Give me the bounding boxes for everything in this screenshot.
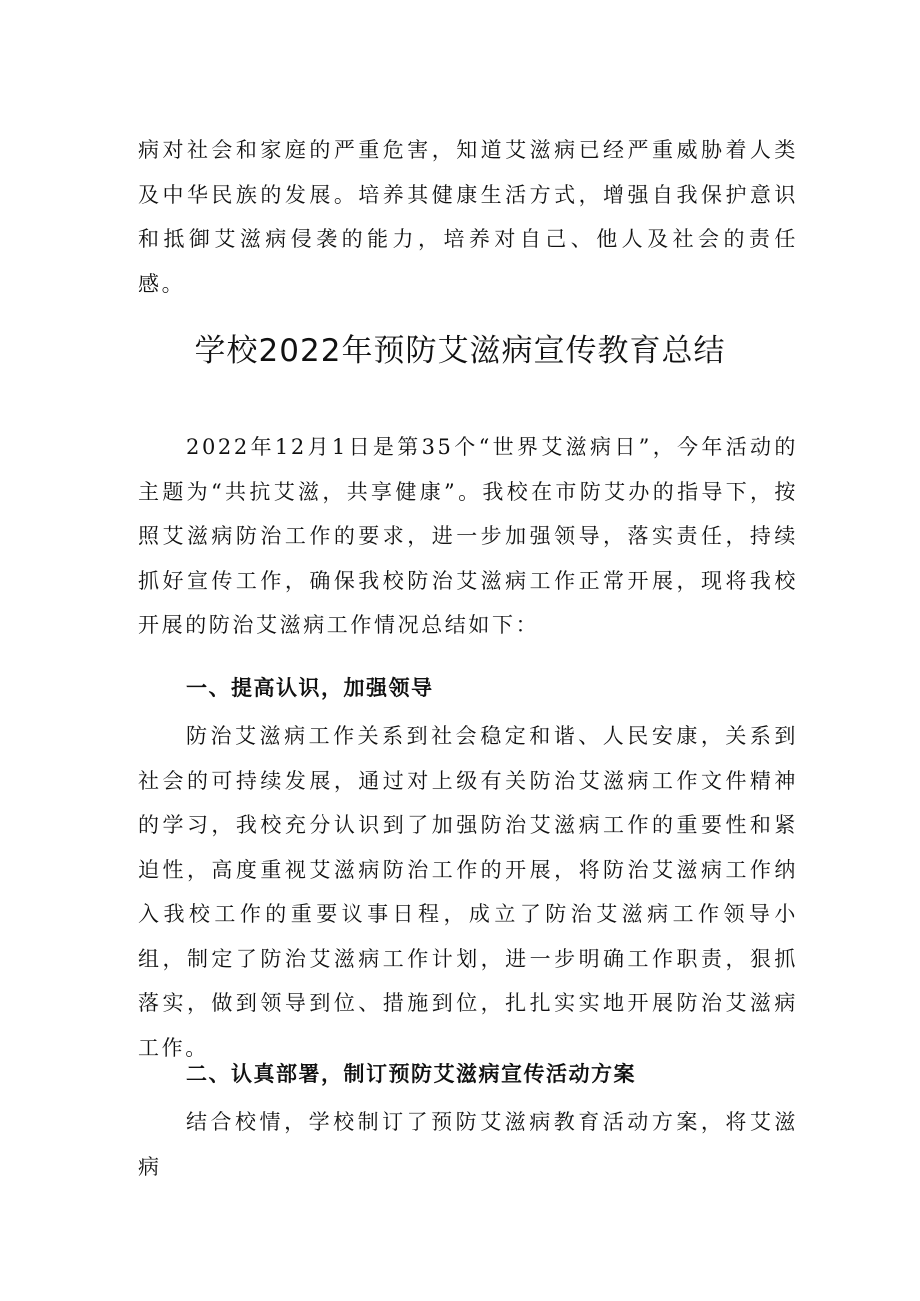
intro-paragraph: 病对社会和家庭的严重危害，知道艾滋病已经严重威胁着人类及中华民族的发展。培养其健康生活方式，增强自我保护意识和抵御艾滋病侵袭的能力，培养对自己、他人及社会的责任感。 xyxy=(138,138,798,296)
opening-paragraph: 2022年12月1日是第35个“世界艾滋病日”，今年活动的主题为“共抗艾滋，共享健康”。我校在市防艾办的指导下，按照艾滋病防治工作的要求，进一步加强领导，落实责任，持续抓好宣传工作，确保我校防治艾滋病工作正常开展，现将我校开展的防治艾滋病工作情况总结如下： xyxy=(138,435,798,637)
section-heading-2: 二、认真部署，制订预防艾滋病宣传活动方案 xyxy=(186,1062,636,1086)
section-heading-1: 一、提高认识，加强领导 xyxy=(186,676,434,700)
section-1-paragraph: 防治艾滋病工作关系到社会稳定和谐、人民安康，关系到社会的可持续发展，通过对上级有关防治艾滋病工作文件精神的学习，我校充分认识到了加强防治艾滋病工作的重要性和紧迫性，高度重视艾滋病防治工作的开展，将防治艾滋病工作纳入我校工作的重要议事日程，成立了防治艾滋病工作领导小组，制定了防治艾滋病工作计划，进一步明确工作职责，狠抓落实，做到领导到位、措施到位，扎扎实实地开展防治艾滋病工作。 xyxy=(138,724,798,1060)
document-title: 学校2022年预防艾滋病宣传教育总结 xyxy=(194,333,726,369)
section-2-paragraph: 结合校情，学校制订了预防艾滋病教育活动方案，将艾滋病 xyxy=(138,1110,798,1179)
